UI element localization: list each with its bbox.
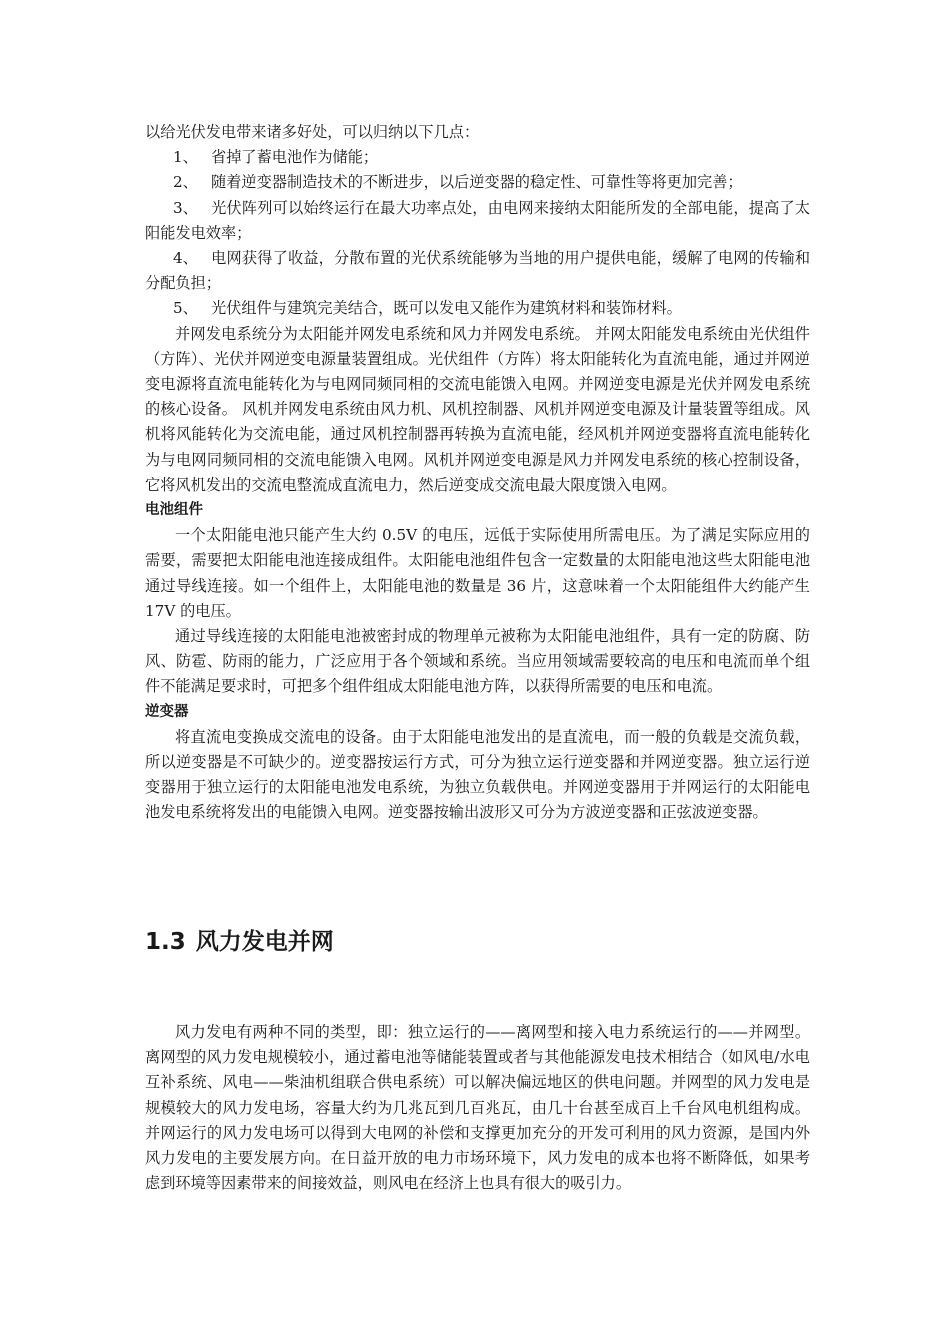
wind-paragraph: 风力发电有两种不同的类型，即：独立运行的——离网型和接入电力系统运行的——并网型。离网型的风力发电规模较小，通过蓄电池等储能装置或者与其他能源发电技术相结合（如风电/水电互补系统、风电——柴油机组联合供电系统）可以解决偏远地区的供电问题。并网型的风力发电是规模较大的风力发电场，容量大约为几兆瓦到几百兆瓦，由几十台甚至成百上千台风电机组构成。并网运行的风力发电场可以得到大电网的补偿和支撑更加充分的开发可利用的风力资源，是国内外风力发电的主要发展方向。在日益开放的电力市场环境下，风力发电的成本也将不断降低，如果考虑到环境等因素带来的间接效益，则风电在经济上也具有很大的吸引力。 — [145, 1023, 810, 1193]
inverter-paragraph: 将直流电变换成交流电的设备。由于太阳能电池发出的是直流电，而一般的负载是交流负载， 所以逆变器是不可缺少的。逆变器按运行方式，可分为独立运行逆变器和并网逆变器。独立运行逆变器用于独立运行的太阳能电池发电系统，为独立负载供电。并网逆变器用于并网运行的太阳能电池发电系统将发出的电能馈入电网。逆变器按输出波形又可分为方波逆变器和正弦波逆变器。 — [145, 727, 810, 822]
list-number: 3、 — [173, 198, 198, 217]
section-title: 风力发电并网 — [195, 929, 334, 955]
list-number: 1、 — [173, 148, 198, 167]
battery-paragraph-2: 通过导线连接的太阳能电池被密封成的物理单元被称为太阳能电池组件，具有一定的防腐、防风、防雹、防雨的能力，广泛应用于各个领域和系统。当应用领域需要较高的电压和电流而单个组件不能满足要求时，可把多个组件组成太阳能电池方阵，以获得所需要的电压和电流。 — [145, 627, 810, 696]
list-text: 随着逆变器制造技术的不断进步，以后逆变器的稳定性、可靠性等将更加完善； — [211, 173, 743, 192]
section-heading — [145, 925, 334, 959]
wind-section-body — [145, 1020, 810, 1196]
list-item — [145, 170, 810, 195]
list-text: 光伏阵列可以始终运行在最大功率点处，由电网来接纳太阳能所发的全部电能，提高了太阳能发电效率； — [145, 198, 810, 242]
battery-heading: 电池组件 — [145, 502, 203, 519]
list-item — [145, 196, 810, 246]
list-text: 光伏组件与建筑完美结合，既可以发电又能作为建筑材料和装饰材料。 — [211, 299, 682, 318]
grid-system-paragraph: 并网发电系统分为太阳能并网发电系统和风力并网发电系统。 并网太阳能发电系统由光伏组件（方阵）、光伏并网逆变电源量装置组成。光伏组件（方阵）将太阳能转化为直流电能，通过并网逆变电源将直流电能转化为与电网同频同相的交流电能馈入电网。并网逆变电源是光伏并网发电系统的核心设备。 风机并网发电系统由风力机、风机控制器、风机并网逆变电源及计量装置等组成。风机将风能转化为交流电能，通过风机控制器再转换为直流电能，经风机并网逆变器将直流电能转化为与电网同频同相的交流电能馈入电网。风机并网逆变电源是风力并网发电系统的核心控制设备，它将风机发出的交流电整流成直流电力，然后逆变成交流电最大限度馈入电网。 — [145, 324, 810, 494]
list-number: 5、 — [173, 299, 198, 318]
list-text: 电网获得了收益，分散布置的光伏系统能够为当地的用户提供电能，缓解了电网的传输和分配负担； — [145, 249, 810, 293]
inverter-heading: 逆变器 — [145, 703, 189, 720]
list-number: 2、 — [173, 173, 198, 192]
list-item — [145, 296, 810, 321]
document-body — [145, 120, 810, 826]
intro-paragraph: 以给光伏发电带来诸多好处，可以归纳以下几点： — [145, 123, 480, 141]
list-item — [145, 246, 810, 296]
battery-paragraph-1: 一个太阳能电池只能产生大约 0.5V 的电压，远低于实际使用所需电压。为了满足实际应用的需要，需要把太阳能电池连接成组件。太阳能电池组件包含一定数量的太阳能电池这些太阳能电池通过导线连接。如一个组件上，太阳能电池的数量是 36 片，这意味着一个太阳能组件大约能产生 17V 的电压。 — [145, 526, 810, 620]
list-item — [145, 145, 810, 170]
list-text: 省掉了蓄电池作为储能； — [211, 148, 379, 167]
section-number: 1.3 — [145, 929, 186, 955]
list-number: 4、 — [173, 249, 198, 268]
